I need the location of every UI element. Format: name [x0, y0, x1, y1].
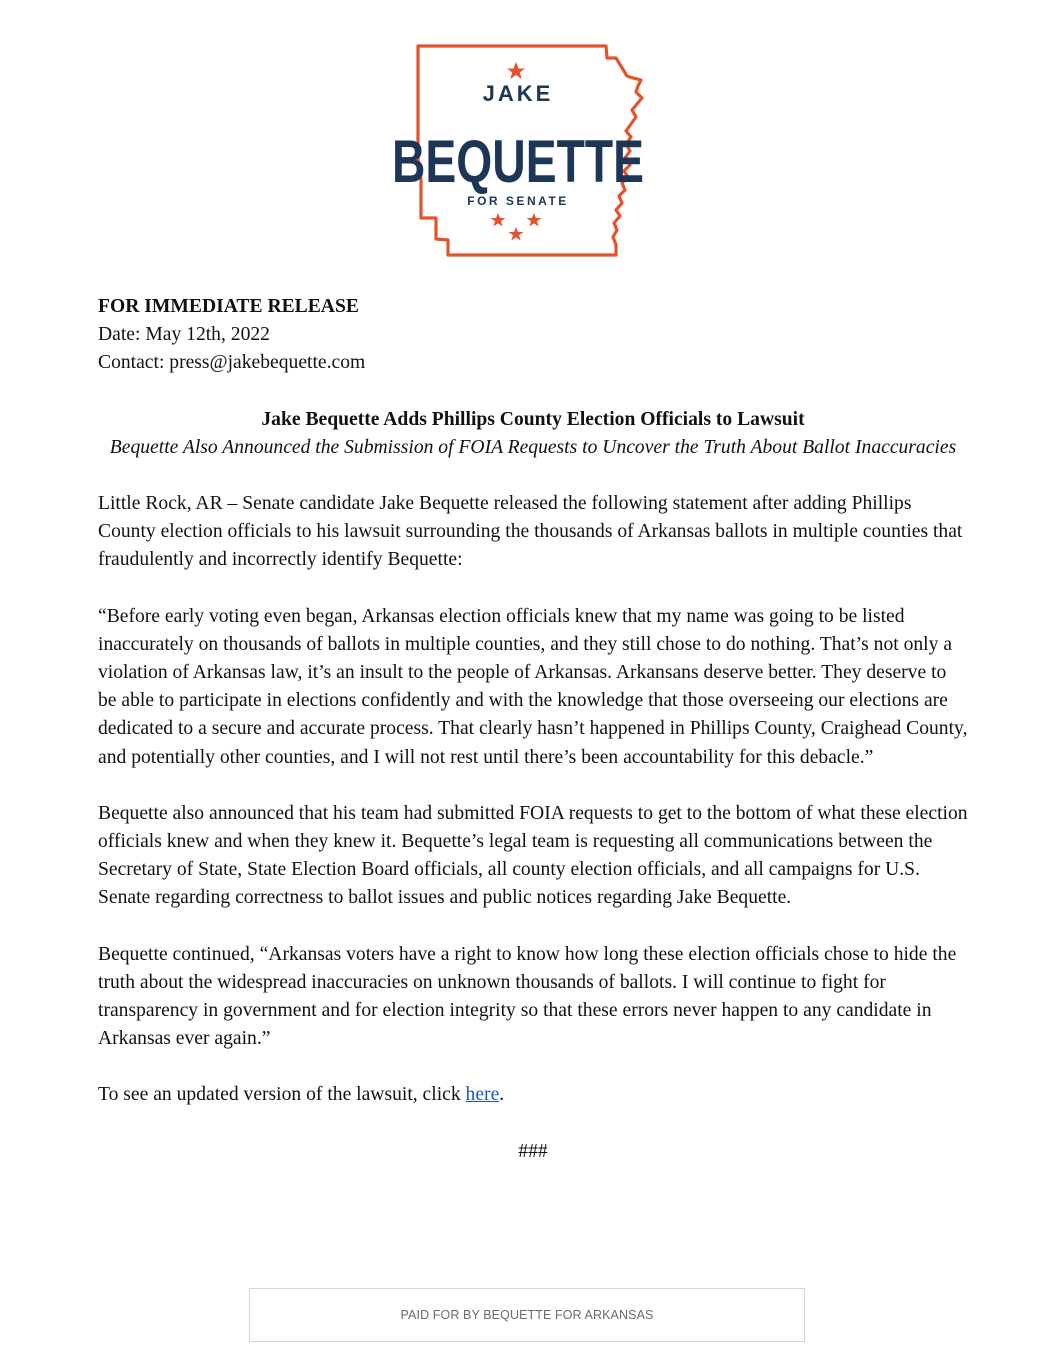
release-label: FOR IMMEDIATE RELEASE [98, 296, 359, 317]
lawsuit-here-link[interactable]: here [465, 1084, 500, 1106]
press-release [98, 293, 968, 1166]
end-mark: ### [518, 1140, 548, 1162]
campaign-logo [388, 40, 658, 262]
logo-name-line: JAKE [482, 81, 554, 106]
paid-for-footer [249, 1288, 805, 1342]
body-paragraph-lawsuit-link [98, 1081, 968, 1109]
logo-surname: BEQUETTE [392, 128, 644, 195]
body-paragraph-intro: Little Rock, AR – Senate candidate Jake Bequette released the following statement after adding Phillips County election officials to his lawsuit surrounding the thousands of Arkansas ballots in multiple counties that fraudulently and incorrectly identify Bequette: [98, 493, 963, 571]
release-contact: Contact: press@jakebequette.com [98, 352, 366, 374]
release-header [98, 293, 968, 378]
release-date: Date: May 12th, 2022 [98, 324, 270, 346]
arkansas-outline-logo [388, 40, 658, 262]
subheadline: Bequette Also Announced the Submission of FOIA Requests to Uncover the Truth About Ballot Inaccuracies [109, 436, 957, 458]
headline: Jake Bequette Adds Phillips County Election Officials to Lawsuit [261, 408, 805, 430]
body-paragraph-foia: Bequette also announced that his team had submitted FOIA requests to get to the bottom of what these election officials knew and when they knew it. Bequette’s legal team is requesting all communications between the Secretary of State, State Election Board officials, all county election officials, and all campaigns for U.S. Senate regarding correctness to ballot issues and public notices regarding Jake Bequette. [98, 802, 968, 909]
star-icon [509, 227, 524, 241]
headline-block [98, 406, 968, 462]
body-paragraph-quote: “Before early voting even began, Arkansas election officials knew that my name was going to be listed inaccurately on thousands of ballots in multiple counties, and they still chose to do nothing. That’s not only a violation of Arkansas law, it’s an insult to the people of Arkansas. Arkansans deserve better. They deserve to be able to participate in elections confidently and with the knowledge that those overseeing our elections are dedicated to a secure and accurate process. That clearly hasn’t happened in Phillips County, Craighead County, and potentially other counties, and I will not rest until there’s been accountability for this debacle.” [98, 605, 968, 768]
star-icon [507, 62, 525, 79]
body-paragraph-continued: Bequette continued, “Arkansas voters have a right to know how long these election officials chose to hide the truth about the widespread inaccuracies on unknown thousands of ballots. I will continue to fight for transparency in government and for election integrity so that these errors never happen to any candidate in Arkansas ever again.” [98, 943, 957, 1050]
logo-tagline: FOR SENATE [467, 194, 569, 208]
star-icon [527, 213, 542, 227]
star-icon [491, 213, 506, 227]
lawsuit-link-prefix: To see an updated version of the lawsuit, click [98, 1084, 466, 1106]
paid-for-text: PAID FOR BY BEQUETTE FOR ARKANSAS [400, 1308, 654, 1322]
lawsuit-link-suffix: . [499, 1084, 505, 1106]
